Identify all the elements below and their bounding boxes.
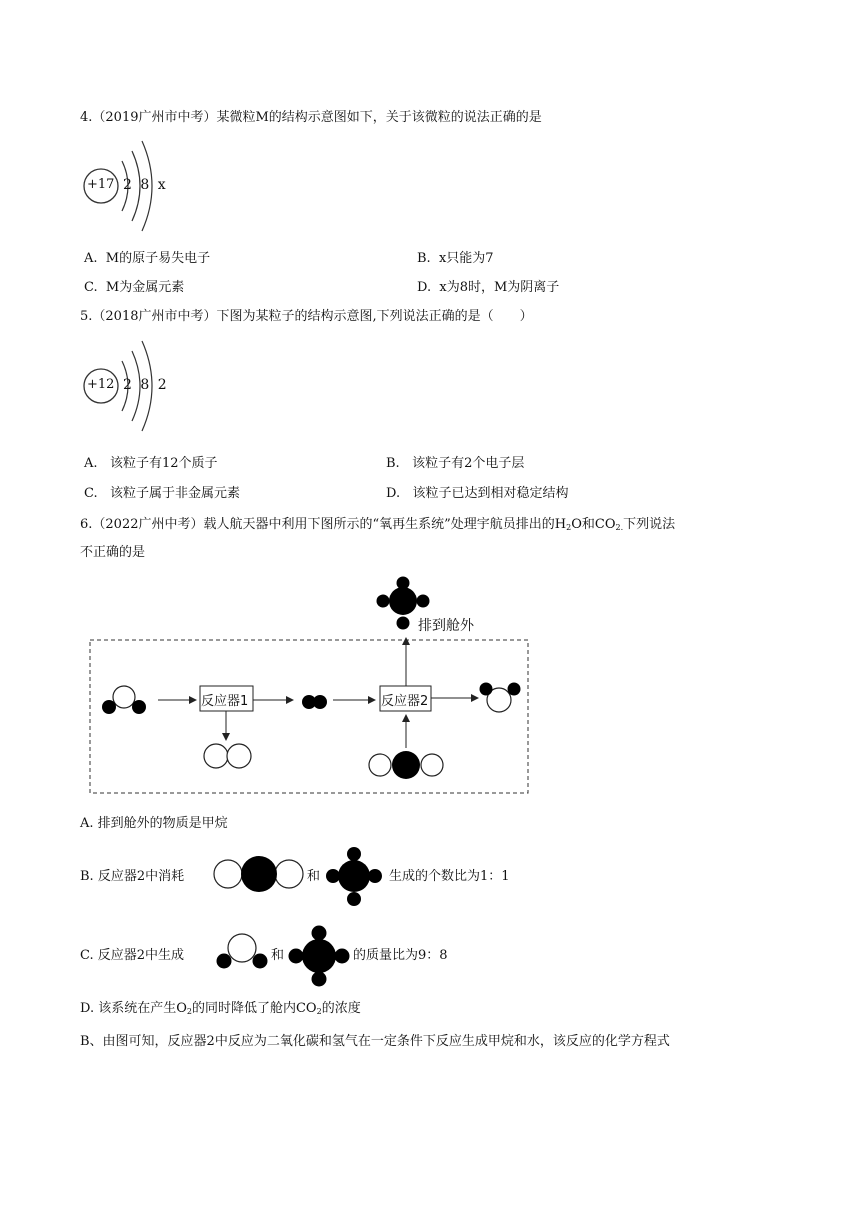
- methane-molecule-icon-c: [288, 925, 350, 987]
- q5-option-a: A. 该粒子有12个质子: [84, 456, 218, 471]
- q6-option-b-mid: 和: [307, 869, 321, 884]
- reactor-1-label: 反应器1: [201, 694, 249, 709]
- q6-option-d: D. 该系统在产生$O_2$的同时降低了舱内$CO_2$的浓度: [80, 1001, 361, 1016]
- q6-option-c-pre: C. 反应器2中生成: [80, 948, 185, 963]
- q6-stem-line2: 不正确的是: [80, 545, 146, 560]
- q6-option-b-pre: B. 反应器2中消耗: [80, 869, 185, 884]
- q5-stem: 5.（2018广州市中考）下图为某粒子的结构示意图,下列说法正确的是（ ）: [80, 309, 533, 324]
- q5-option-d: D. 该粒子已达到相对稳定结构: [386, 486, 569, 501]
- q6-analysis-text: B、由图可知，反应器2中反应为二氧化碳和氢气在一定条件下反应生成甲烷和水，该反应的化学方程式: [80, 1034, 670, 1049]
- q4-option-a: A. M的原子易失电子: [84, 251, 211, 266]
- water-molecule-input: [102, 686, 146, 714]
- hydrogen-molecule: [302, 695, 327, 709]
- methane-molecule-icon: [326, 846, 382, 908]
- q4-option-b: B. x只能为7: [417, 251, 494, 266]
- carbon-dioxide-molecule-input: [369, 751, 443, 779]
- exhaust-label: 排到舱外: [418, 618, 474, 634]
- q4-shell-electrons: 2 8 x: [123, 177, 168, 193]
- q5-option-b: B. 该粒子有2个电子层: [386, 456, 525, 471]
- q6-stem: 6.（2022广州中考）载人航天器中利用下图所示的“氧再生系统”处理宇航员排出的$H_2O$和$CO_{2.}$下列说法: [80, 517, 676, 532]
- q5-shell-electrons: 2 8 2: [123, 377, 169, 393]
- q6-option-a: A. 排到舱外的物质是甲烷: [80, 816, 228, 831]
- q5-nucleus-charge: +12: [87, 377, 115, 392]
- co2-molecule-icon: [213, 854, 305, 894]
- reactor-2-label: 反应器2: [381, 694, 429, 709]
- system-boundary: [90, 640, 528, 793]
- q6-option-c-mid: 和: [271, 948, 285, 963]
- q4-option-c: C. M为金属元素: [84, 280, 185, 295]
- water-molecule-icon: [214, 932, 270, 972]
- q6-option-b-post: 生成的个数比为1：1: [389, 869, 510, 884]
- q4-option-d: D. x为8时，M为阴离子: [417, 280, 560, 295]
- water-molecule-output: [480, 683, 521, 713]
- q5-option-c: C. 该粒子属于非金属元素: [84, 486, 241, 501]
- q4-nucleus-charge: +17: [87, 177, 115, 192]
- oxygen-molecule-output: [204, 744, 251, 768]
- q4-stem: 4.（2019广州市中考）某微粒M的结构示意图如下，关于该微粒的说法正确的是: [80, 110, 542, 125]
- q6-option-c-post: 的质量比为9：8: [353, 948, 448, 963]
